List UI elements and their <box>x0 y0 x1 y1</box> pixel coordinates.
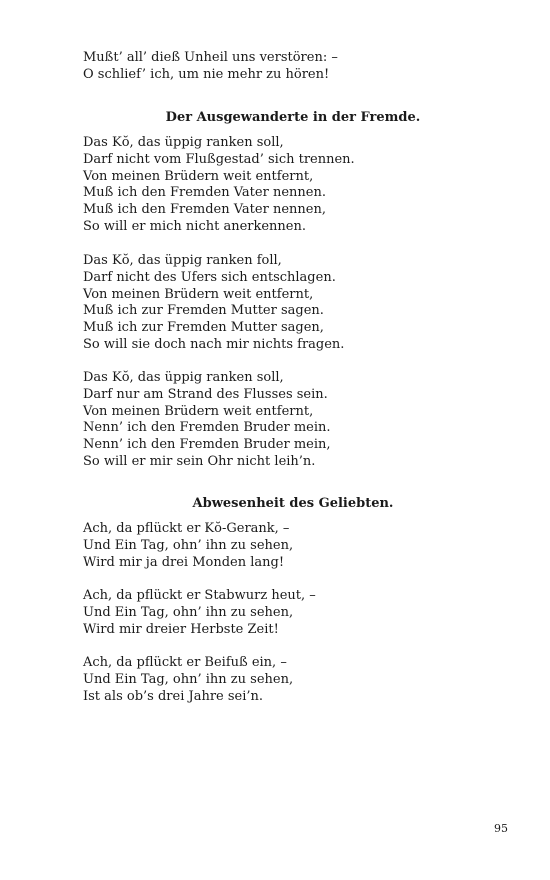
verse-line: Das Kŏ, das üppig ranken soll, <box>83 135 284 150</box>
top-stanza <box>83 50 503 84</box>
poem2-stanza-3 <box>83 655 503 705</box>
verse-line: Ist als ob’s drei Jahre sei’n. <box>83 688 264 704</box>
verse-line: Nenn’ ich den Fremden Bruder mein. <box>83 420 331 436</box>
verse-line: Muß ich zur Fremden Mutter sagen, <box>83 320 324 336</box>
verse-line: Von meinen Brüdern weit entfernt, <box>83 403 314 419</box>
poem2-stanza-1 <box>83 521 503 571</box>
verse-line: Ach, da pflückt er Kŏ-Gerank, – <box>83 521 290 536</box>
verse-line: Von meinen Brüdern weit entfernt, <box>83 286 314 302</box>
verse-line: Muß ich zur Fremden Mutter sagen. <box>83 303 324 319</box>
verse-line: So will sie doch nach mir nichts fragen. <box>83 336 345 352</box>
poem-title: Abwesenheit des Geliebten. <box>192 496 394 511</box>
poem1-stanza-1 <box>83 135 503 236</box>
poem1-stanza-2 <box>83 253 503 354</box>
verse-line: Ach, da pflückt er Beifuß ein, – <box>83 655 287 670</box>
verse-line: Ach, da pflückt er Stabwurz heut, – <box>83 588 316 603</box>
verse-line: So will er mich nicht anerkennen. <box>83 218 306 234</box>
verse-line: Darf nicht des Ufers sich entschlagen. <box>83 269 336 285</box>
verse-line: Wird mir dreier Herbste Zeit! <box>83 621 279 637</box>
verse-line: Muß ich den Fremden Vater nennen. <box>83 185 326 201</box>
poem1-stanza-3 <box>83 370 503 471</box>
verse-line: Darf nicht vom Flußgestad’ sich trennen. <box>83 151 355 167</box>
verse-line: Von meinen Brüdern weit entfernt, <box>83 168 314 184</box>
verse-line: So will er mir sein Ohr nicht leih’n. <box>83 453 316 469</box>
verse-line: Muß ich den Fremden Vater nennen, <box>83 202 326 218</box>
verse-line: O schlief’ ich, um nie mehr zu hören! <box>83 66 330 82</box>
verse-line: Mußt’ all’ dieß Unheil uns verstören: – <box>83 50 338 65</box>
verse-line: Nenn’ ich den Fremden Bruder mein, <box>83 437 331 453</box>
page-number: 95 <box>494 822 508 835</box>
verse-line: Wird mir ja drei Monden lang! <box>83 554 285 570</box>
verse-line: Das Kŏ, das üppig ranken foll, <box>83 253 282 268</box>
verse-line: Und Ein Tag, ohn’ ihn zu sehen, <box>83 537 294 553</box>
verse-line: Das Kŏ, das üppig ranken soll, <box>83 370 284 385</box>
poem-title: Der Ausgewanderte in der Fremde. <box>165 110 421 125</box>
poem2-stanza-2 <box>83 588 503 638</box>
verse-line: Und Ein Tag, ohn’ ihn zu sehen, <box>83 671 294 687</box>
verse-line: Und Ein Tag, ohn’ ihn zu sehen, <box>83 604 294 620</box>
verse-line: Darf nur am Strand des Flusses sein. <box>83 386 328 402</box>
